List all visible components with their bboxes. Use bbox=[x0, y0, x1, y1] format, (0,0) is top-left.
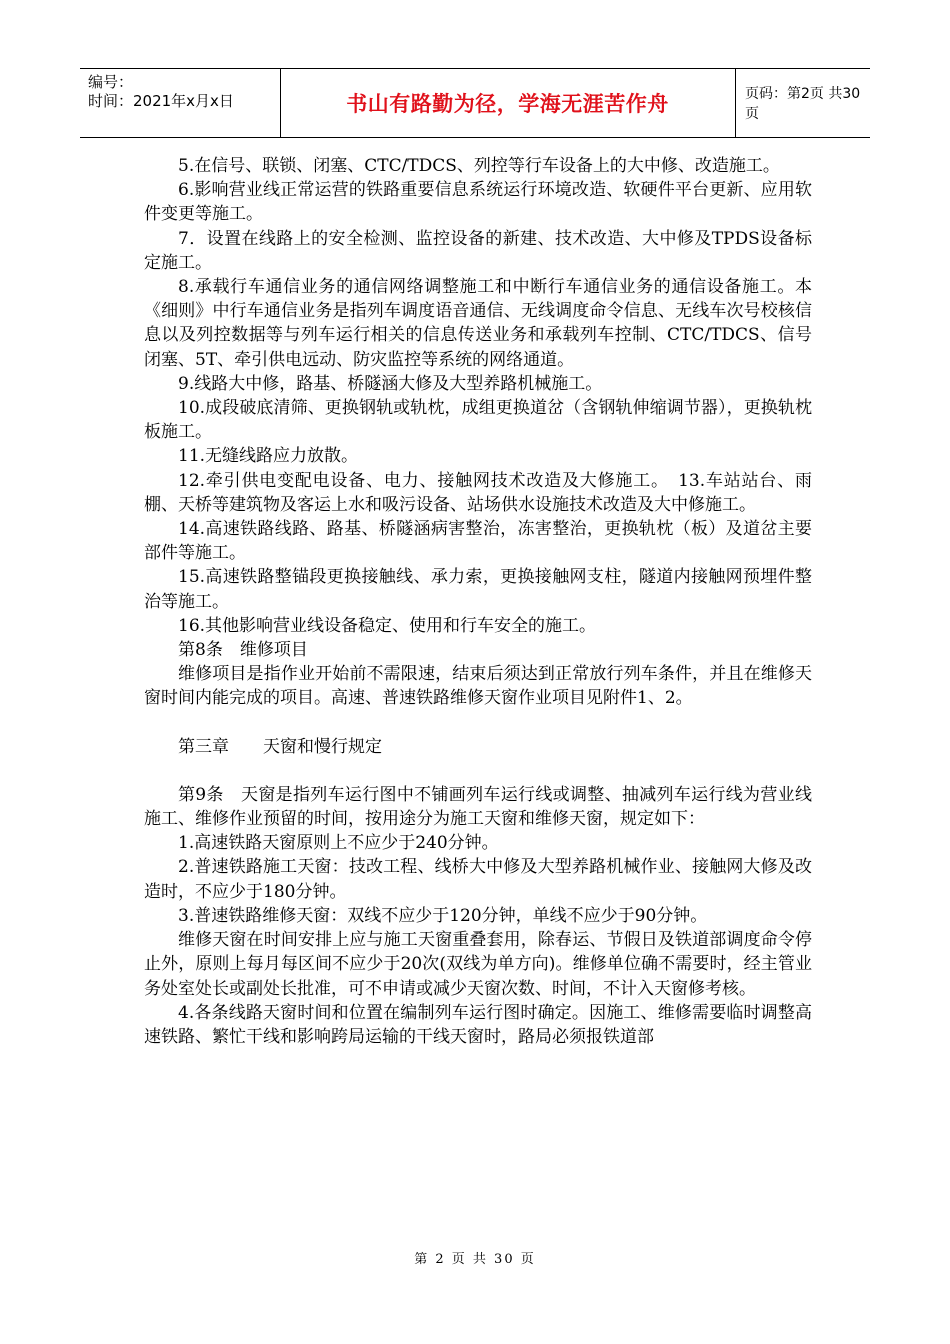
paragraph: 16.其他影响营业线设备稳定、使用和行车安全的施工。 bbox=[178, 615, 597, 636]
article-heading: 第8条 维修项目 bbox=[178, 640, 308, 661]
paragraph: 9.线路大中修，路基、桥隧涵大修及大型养路机械施工。 bbox=[178, 373, 603, 394]
paragraph: 12.牵引供电变配电设备、电力、接触网技术改造及大修施工。 13.车站站台、雨棚、天桥等建筑物及客运上水和吸污设备、站场供水设施技术改造及大中修施工。 bbox=[144, 470, 812, 515]
paragraph: 15.高速铁路整锚段更换接触线、承力索，更换接触网支柱，隧道内接触网预埋件整治等施工。 bbox=[144, 567, 812, 612]
header-page-cell bbox=[735, 69, 870, 137]
paragraph: 第9条 天窗是指列车运行图中不铺画列车运行线或调整、抽减列车运行线为营业线施工、维修作业预留的时间，按用途分为施工天窗和维修天窗，规定如下： bbox=[144, 784, 812, 830]
header-motto-cell bbox=[280, 69, 736, 137]
paragraph: 5.在信号、联锁、闭塞、CTC/TDCS、列控等行车设备上的大中修、改造施工。 bbox=[178, 156, 780, 176]
paragraph: 10.成段破底清筛、更换钢轨或轨枕，成组更换道岔（含钢轨伸缩调节器），更换轨枕板施工。 bbox=[144, 398, 812, 443]
header-motto: 书山有路勤为径，学海无涯苦作舟 bbox=[346, 92, 669, 116]
paragraph: 4.各条线路天窗时间和位置在编制列车运行图时确定。因施工、维修需要临时调整高速铁路、繁忙干线和影响跨局运输的干线天窗时，路局必须报铁道部 bbox=[144, 1002, 812, 1047]
document-body bbox=[144, 154, 812, 1049]
paragraph: 11.无缝线路应力放散。 bbox=[178, 446, 359, 467]
page-header bbox=[80, 68, 870, 138]
paragraph: 1.高速铁路天窗原则上不应少于240分钟。 bbox=[178, 833, 499, 854]
document-number-label: 编号： bbox=[88, 73, 134, 91]
paragraph: 3.普速铁路维修天窗：双线不应少于120分钟，单线不应少于90分钟。 bbox=[178, 905, 708, 926]
paragraph: 维修天窗在时间安排上应与施工天窗重叠套用，除春运、节假日及铁道部调度命令停止外，原则上每月每区间不应少于20次(双线为单方向)。维修单位确不需要时，经主管业务处室处长或副处长批准，可不申请或减少天窗次数、时间，不计入天窗修考核。 bbox=[144, 930, 812, 999]
chapter-title: 第三章 天窗和慢行规定 bbox=[178, 736, 382, 757]
document-date-label: 时间：2021年x月x日 bbox=[88, 92, 234, 110]
paragraph: 14.高速铁路线路、路基、桥隧涵病害整治，冻害整治，更换轨枕（板）及道岔主要部件等施工。 bbox=[144, 519, 812, 564]
header-meta-cell bbox=[80, 69, 281, 137]
page-footer: 第 2 页 共 30 页 bbox=[414, 1252, 536, 1267]
paragraph: 维修项目是指作业开始前不需限速，结束后须达到正常放行列车条件，并且在维修天窗时间内能完成的项目。高速、普速铁路维修天窗作业项目见附件1、2。 bbox=[144, 664, 812, 709]
paragraph: 7．设置在线路上的安全检测、监控设备的新建、技术改造、大中修及TPDS设备标定施工。 bbox=[144, 228, 812, 273]
header-page-info: 页码：第2页 共30页 bbox=[745, 86, 861, 122]
paragraph: 8.承载行车通信业务的通信网络调整施工和中断行车通信业务的通信设备施工。本《细则》中行车通信业务是指列车调度语音通信、无线调度命令信息、无线车次号校核信息以及列控数据等与列车运行相关的信息传送业务和承载列车控制、CTC/TDCS、信号闭塞、5T、牵引供电远动、防灾监控等系统的网络通道。 bbox=[144, 277, 812, 370]
paragraph: 2.普速铁路施工天窗：技改工程、线桥大中修及大型养路机械作业、接触网大修及改造时，不应少于180分钟。 bbox=[144, 857, 812, 902]
paragraph: 6.影响营业线正常运营的铁路重要信息系统运行环境改造、软硬件平台更新、应用软件变更等施工。 bbox=[144, 180, 812, 225]
